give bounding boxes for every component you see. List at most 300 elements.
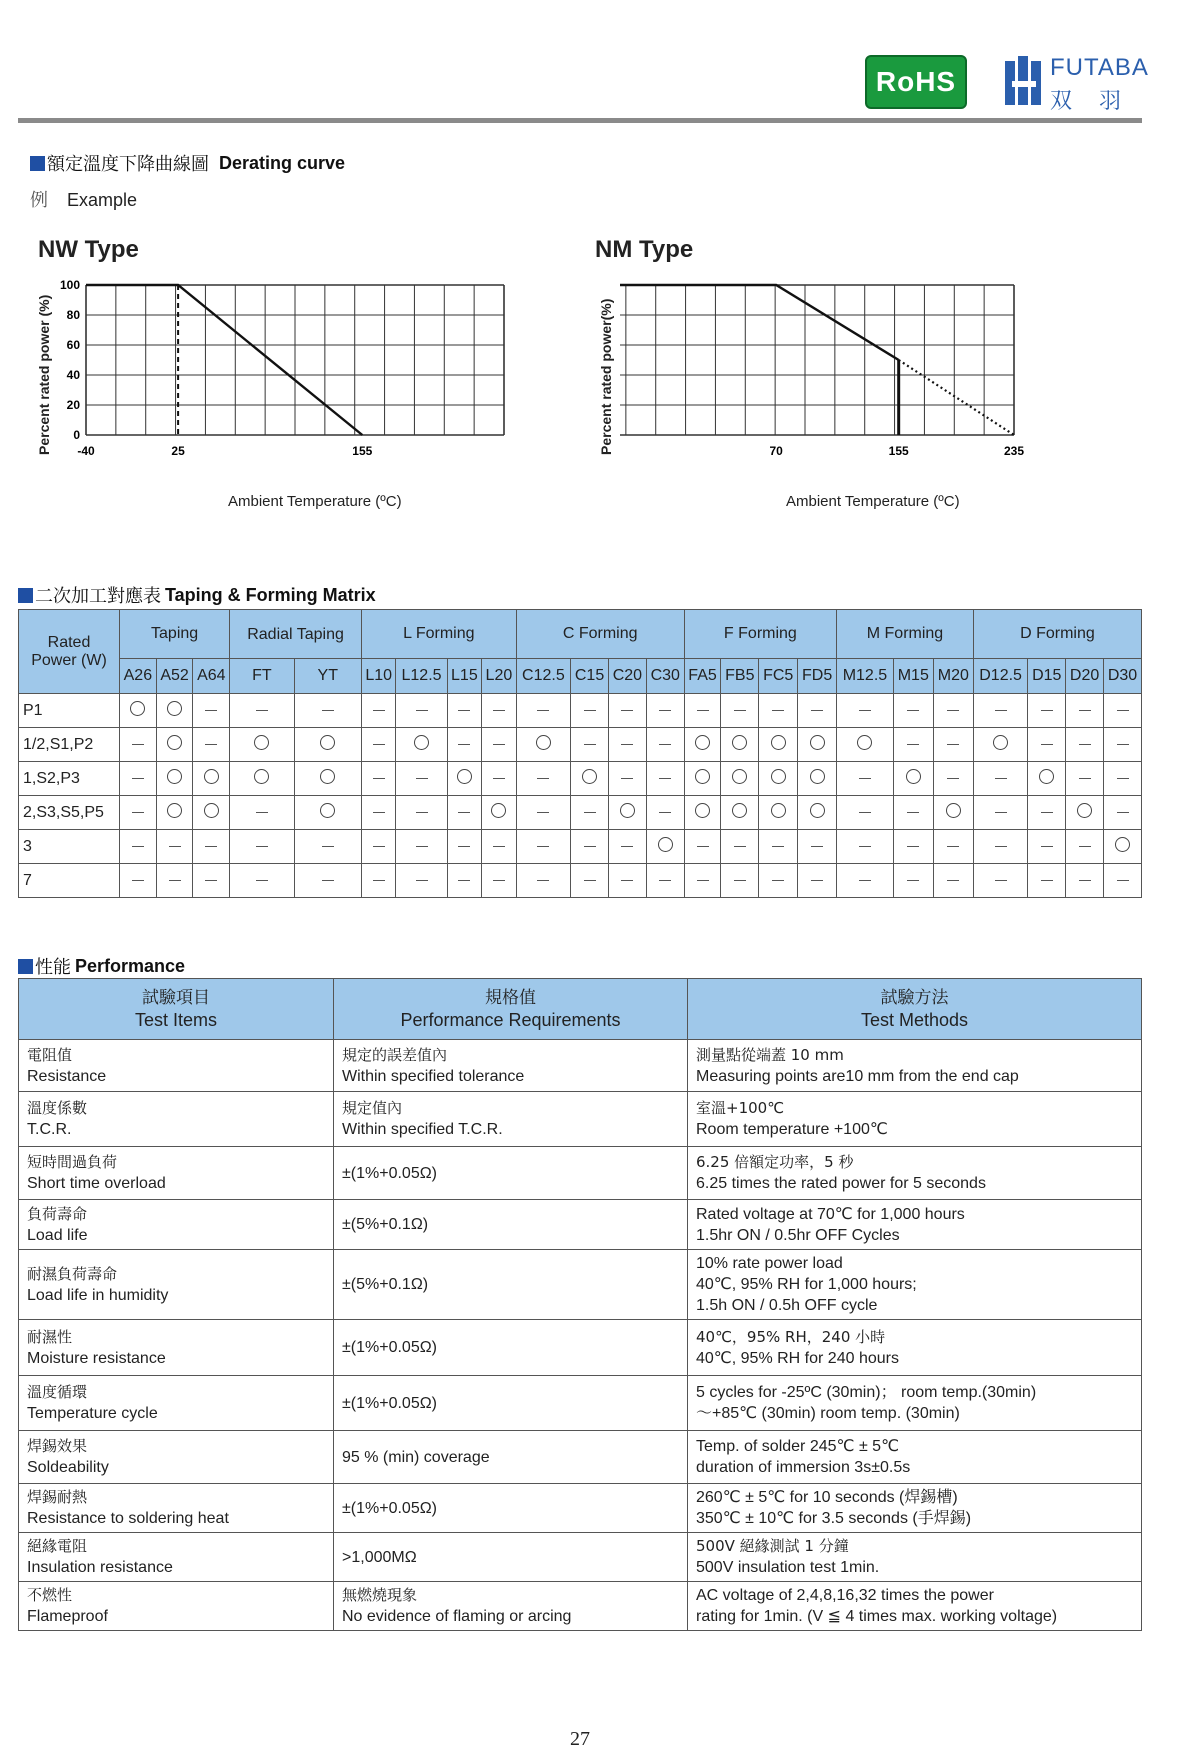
- requirement-cell: [334, 1533, 688, 1582]
- performance-title-cn: 性能: [35, 957, 71, 978]
- requirement-cell: [334, 1320, 688, 1376]
- available-circle-icon: [732, 769, 747, 784]
- method-line: 10% rate power load: [696, 1255, 843, 1272]
- matrix-cell-unavailable: [646, 864, 684, 898]
- not-available-dash-icon: [659, 880, 671, 881]
- matrix-cell-available: [973, 728, 1027, 762]
- test-method-cell: [688, 1533, 1142, 1582]
- matrix-group-header: Radial Taping: [230, 610, 362, 659]
- requirement-cell: [334, 1147, 688, 1200]
- method-line: 500V insulation test 1min.: [696, 1559, 880, 1576]
- matrix-row: [19, 762, 1142, 796]
- matrix-cell-unavailable: [230, 694, 294, 728]
- nw-y-axis-title: Percent rated power (%): [36, 294, 52, 455]
- y-tick-label: 40: [66, 368, 80, 382]
- method-line: 40℃, 95% RH for 240 hours: [696, 1349, 899, 1367]
- not-available-dash-icon: [659, 744, 671, 745]
- matrix-column-header: L12.5: [396, 659, 447, 694]
- test-item-cell: [19, 1147, 334, 1200]
- method-line: 350℃ ± 10℃ for 3.5 seconds (手焊錫): [696, 1510, 972, 1527]
- matrix-cell-unavailable: [837, 830, 894, 864]
- test-item-cn: 短時間過負荷: [27, 1153, 118, 1171]
- not-available-dash-icon: [322, 880, 334, 881]
- matrix-cell-available: [294, 728, 361, 762]
- matrix-cell-available: [684, 796, 721, 830]
- matrix-title-cn: 二次加工對應表: [35, 586, 161, 607]
- matrix-cell-unavailable: [798, 864, 837, 898]
- test-item-cn: 溫度循環: [27, 1383, 88, 1401]
- requirement-line: 95 % (min) coverage: [342, 1448, 490, 1466]
- test-method-cell: [688, 1250, 1142, 1320]
- test-item-cn: 不燃性: [27, 1586, 73, 1604]
- not-available-dash-icon: [256, 710, 268, 711]
- matrix-cell-unavailable: [120, 830, 157, 864]
- rated-power-cell: 2,S3,S5,P5: [19, 796, 120, 830]
- available-circle-icon: [167, 701, 182, 716]
- not-available-dash-icon: [772, 710, 784, 711]
- matrix-column-header: A64: [193, 659, 230, 694]
- matrix-cell-available: [230, 762, 294, 796]
- series-line-extended: [899, 360, 1014, 435]
- matrix-cell-unavailable: [893, 694, 933, 728]
- matrix-cell-available: [721, 796, 759, 830]
- test-item-cell: [19, 1582, 334, 1631]
- available-circle-icon: [771, 803, 786, 818]
- matrix-cell-unavailable: [1028, 830, 1066, 864]
- derating-title-en: Derating curve: [219, 152, 346, 173]
- matrix-cell-available: [759, 796, 798, 830]
- matrix-cell-unavailable: [516, 796, 570, 830]
- rated-power-cell: 3: [19, 830, 120, 864]
- test-item-en: Load life in humidity: [27, 1286, 169, 1304]
- matrix-cell-unavailable: [361, 694, 396, 728]
- matrix-cell-unavailable: [1028, 864, 1066, 898]
- rated-power-header-line2: Power (W): [31, 651, 107, 669]
- not-available-dash-icon: [493, 846, 505, 847]
- matrix-column-header: FD5: [798, 659, 837, 694]
- matrix-column-header: A26: [120, 659, 157, 694]
- not-available-dash-icon: [907, 880, 919, 881]
- not-available-dash-icon: [458, 812, 470, 813]
- not-available-dash-icon: [322, 846, 334, 847]
- matrix-cell-unavailable: [973, 796, 1027, 830]
- available-circle-icon: [906, 769, 921, 784]
- matrix-cell-unavailable: [1104, 694, 1142, 728]
- matrix-cell-available: [684, 728, 721, 762]
- performance-table: [18, 978, 1142, 1631]
- available-circle-icon: [167, 769, 182, 784]
- matrix-cell-unavailable: [193, 864, 230, 898]
- matrix-cell-available: [193, 796, 230, 830]
- available-circle-icon: [810, 769, 825, 784]
- performance-title-en: Performance: [75, 955, 186, 976]
- x-tick-label: 155: [888, 444, 909, 458]
- matrix-cell-unavailable: [1066, 864, 1104, 898]
- available-circle-icon: [204, 803, 219, 818]
- available-circle-icon: [771, 769, 786, 784]
- matrix-cell-unavailable: [837, 864, 894, 898]
- not-available-dash-icon: [584, 710, 596, 711]
- y-tick-label: 80: [66, 308, 80, 322]
- not-available-dash-icon: [416, 710, 428, 711]
- not-available-dash-icon: [416, 846, 428, 847]
- header-cn: 試驗方法: [880, 988, 949, 1008]
- matrix-cell-unavailable: [608, 762, 646, 796]
- matrix-column-header: L20: [482, 659, 517, 694]
- requirement-line: ±(5%+0.1Ω): [342, 1216, 429, 1233]
- matrix-cell-unavailable: [516, 762, 570, 796]
- rated-power-cell: 1,S2,P3: [19, 762, 120, 796]
- performance-row: [19, 1147, 1142, 1200]
- matrix-cell-unavailable: [447, 864, 482, 898]
- available-circle-icon: [810, 803, 825, 818]
- matrix-cell-available: [684, 762, 721, 796]
- available-circle-icon: [810, 735, 825, 750]
- performance-row: [19, 1040, 1142, 1092]
- method-line: Rated voltage at 70℃ for 1,000 hours: [696, 1205, 965, 1223]
- rated-power-cell: 7: [19, 864, 120, 898]
- not-available-dash-icon: [373, 812, 385, 813]
- method-line: 6.25 倍額定功率，5 秒: [696, 1153, 854, 1171]
- matrix-section-title: [18, 582, 376, 608]
- matrix-cell-available: [933, 796, 973, 830]
- matrix-cell-unavailable: [721, 830, 759, 864]
- matrix-cell-available: [294, 762, 361, 796]
- taping-forming-matrix: [18, 609, 1142, 898]
- derating-title-cn: 額定溫度下降曲線圖: [47, 154, 209, 175]
- not-available-dash-icon: [1079, 846, 1091, 847]
- not-available-dash-icon: [859, 812, 871, 813]
- test-item-cn: 電阻值: [27, 1045, 73, 1064]
- matrix-cell-unavailable: [721, 864, 759, 898]
- not-available-dash-icon: [995, 710, 1007, 711]
- nm-derating-chart: [620, 275, 1140, 490]
- not-available-dash-icon: [1041, 880, 1053, 881]
- available-circle-icon: [167, 735, 182, 750]
- available-circle-icon: [254, 735, 269, 750]
- matrix-cell-unavailable: [1028, 728, 1066, 762]
- performance-row: [19, 1200, 1142, 1250]
- test-method-cell: [688, 1484, 1142, 1533]
- header-en: Performance Requirements: [400, 1010, 621, 1030]
- nw-x-axis-title: Ambient Temperature (ºC): [228, 493, 402, 510]
- not-available-dash-icon: [947, 710, 959, 711]
- requirement-line: ±(1%+0.05Ω): [342, 1394, 438, 1412]
- not-available-dash-icon: [132, 778, 144, 779]
- matrix-cell-unavailable: [571, 864, 609, 898]
- matrix-cell-unavailable: [837, 796, 894, 830]
- matrix-column-header: FB5: [721, 659, 759, 694]
- not-available-dash-icon: [205, 846, 217, 847]
- matrix-cell-unavailable: [193, 830, 230, 864]
- not-available-dash-icon: [256, 880, 268, 881]
- matrix-cell-unavailable: [361, 762, 396, 796]
- not-available-dash-icon: [416, 812, 428, 813]
- not-available-dash-icon: [621, 710, 633, 711]
- requirement-cell: [334, 1431, 688, 1484]
- test-item-en: Soldeability: [27, 1459, 109, 1476]
- not-available-dash-icon: [373, 710, 385, 711]
- not-available-dash-icon: [1117, 880, 1129, 881]
- performance-row: [19, 1582, 1142, 1631]
- not-available-dash-icon: [1079, 778, 1091, 779]
- not-available-dash-icon: [458, 846, 470, 847]
- not-available-dash-icon: [373, 744, 385, 745]
- requirement-line: ±(1%+0.05Ω): [342, 1339, 438, 1356]
- test-item-cell: [19, 1376, 334, 1431]
- method-line: Temp. of solder 245℃ ± 5℃: [696, 1438, 900, 1455]
- test-item-cell: [19, 1320, 334, 1376]
- rated-power-cell: P1: [19, 694, 120, 728]
- matrix-cell-unavailable: [1066, 728, 1104, 762]
- matrix-cell-unavailable: [646, 694, 684, 728]
- available-circle-icon: [457, 769, 472, 784]
- matrix-column-header: C20: [608, 659, 646, 694]
- matrix-cell-unavailable: [646, 728, 684, 762]
- available-circle-icon: [732, 735, 747, 750]
- matrix-cell-unavailable: [482, 762, 517, 796]
- matrix-cell-unavailable: [482, 830, 517, 864]
- performance-column-header: [19, 979, 334, 1040]
- section-bullet-icon: [30, 156, 45, 171]
- method-line: 測量點從端蓋 10 mm: [696, 1045, 844, 1064]
- method-line: 500V 絕緣測試 1 分鐘: [696, 1537, 849, 1555]
- matrix-cell-available: [798, 728, 837, 762]
- performance-header-row: [19, 979, 1142, 1040]
- matrix-cell-unavailable: [684, 864, 721, 898]
- not-available-dash-icon: [659, 778, 671, 779]
- method-line: 40℃，95% RH，240 小時: [696, 1327, 886, 1346]
- not-available-dash-icon: [947, 880, 959, 881]
- matrix-cell-unavailable: [361, 796, 396, 830]
- y-tick-label: 60: [66, 338, 80, 352]
- available-circle-icon: [695, 769, 710, 784]
- available-circle-icon: [1115, 837, 1130, 852]
- x-tick-label: 70: [769, 444, 783, 458]
- test-item-cn: 負荷壽命: [27, 1204, 88, 1223]
- matrix-column-header: C12.5: [516, 659, 570, 694]
- not-available-dash-icon: [537, 846, 549, 847]
- requirement-line: ±(1%+0.05Ω): [342, 1499, 438, 1517]
- matrix-cell-unavailable: [230, 796, 294, 830]
- x-tick-label: 155: [352, 444, 373, 458]
- performance-row: [19, 1250, 1142, 1320]
- requirement-line: ±(1%+0.05Ω): [342, 1164, 438, 1182]
- matrix-cell-unavailable: [571, 728, 609, 762]
- matrix-cell-unavailable: [1066, 762, 1104, 796]
- requirement-cell: [334, 1582, 688, 1631]
- matrix-cell-unavailable: [482, 728, 517, 762]
- not-available-dash-icon: [907, 812, 919, 813]
- available-circle-icon: [414, 735, 429, 750]
- not-available-dash-icon: [493, 880, 505, 881]
- not-available-dash-icon: [1117, 778, 1129, 779]
- matrix-column-header: L15: [447, 659, 482, 694]
- matrix-cell-unavailable: [396, 830, 447, 864]
- matrix-cell-unavailable: [608, 728, 646, 762]
- matrix-group-header: C Forming: [516, 610, 684, 659]
- matrix-cell-unavailable: [571, 694, 609, 728]
- matrix-cell-unavailable: [447, 694, 482, 728]
- matrix-cell-unavailable: [759, 694, 798, 728]
- performance-column-header: [334, 979, 688, 1040]
- matrix-cell-available: [120, 694, 157, 728]
- matrix-cell-available: [759, 762, 798, 796]
- available-circle-icon: [204, 769, 219, 784]
- available-circle-icon: [695, 803, 710, 818]
- method-line: AC voltage of 2,4,8,16,32 times the power: [696, 1587, 994, 1604]
- performance-column-header: [688, 979, 1142, 1040]
- matrix-cell-available: [798, 796, 837, 830]
- matrix-cell-unavailable: [933, 762, 973, 796]
- y-tick-label: 20: [66, 398, 80, 412]
- matrix-cell-available: [156, 694, 193, 728]
- requirement-line: Within specified T.C.R.: [342, 1121, 503, 1138]
- not-available-dash-icon: [537, 812, 549, 813]
- matrix-cell-unavailable: [646, 762, 684, 796]
- not-available-dash-icon: [859, 880, 871, 881]
- available-circle-icon: [320, 803, 335, 818]
- matrix-cell-unavailable: [396, 796, 447, 830]
- not-available-dash-icon: [1041, 710, 1053, 711]
- not-available-dash-icon: [947, 744, 959, 745]
- matrix-cell-unavailable: [120, 762, 157, 796]
- matrix-cell-unavailable: [120, 728, 157, 762]
- section-bullet-icon: [18, 959, 33, 974]
- requirement-cell: [334, 1484, 688, 1533]
- rated-power-cell: 1/2,S1,P2: [19, 728, 120, 762]
- matrix-cell-unavailable: [1104, 796, 1142, 830]
- method-line: duration of immersion 3s±0.5s: [696, 1459, 911, 1476]
- matrix-cell-unavailable: [1066, 830, 1104, 864]
- test-method-cell: [688, 1200, 1142, 1250]
- nm-chart-title: NM Type: [595, 236, 694, 263]
- requirement-cell: [334, 1200, 688, 1250]
- y-tick-label: 100: [60, 278, 80, 292]
- not-available-dash-icon: [772, 880, 784, 881]
- test-item-cell: [19, 1533, 334, 1582]
- not-available-dash-icon: [1079, 710, 1091, 711]
- available-circle-icon: [857, 735, 872, 750]
- not-available-dash-icon: [907, 846, 919, 847]
- not-available-dash-icon: [584, 880, 596, 881]
- matrix-cell-unavailable: [1028, 694, 1066, 728]
- matrix-cell-unavailable: [973, 830, 1027, 864]
- matrix-cell-unavailable: [973, 762, 1027, 796]
- matrix-row: [19, 830, 1142, 864]
- test-item-en: Flameproof: [27, 1608, 108, 1625]
- not-available-dash-icon: [458, 710, 470, 711]
- rated-power-header-line1: Rated: [47, 633, 91, 651]
- not-available-dash-icon: [416, 778, 428, 779]
- nw-chart-title: NW Type: [38, 236, 139, 263]
- matrix-cell-unavailable: [837, 694, 894, 728]
- not-available-dash-icon: [256, 812, 268, 813]
- matrix-cell-unavailable: [482, 694, 517, 728]
- not-available-dash-icon: [132, 880, 144, 881]
- available-circle-icon: [582, 769, 597, 784]
- available-circle-icon: [320, 735, 335, 750]
- series-line-derating: [620, 285, 899, 360]
- not-available-dash-icon: [995, 778, 1007, 779]
- derating-section-title: [30, 150, 345, 176]
- matrix-cell-available: [721, 762, 759, 796]
- matrix-cell-unavailable: [759, 830, 798, 864]
- matrix-cell-available: [1066, 796, 1104, 830]
- matrix-cell-unavailable: [396, 762, 447, 796]
- method-line: Room temperature +100℃: [696, 1121, 888, 1138]
- matrix-cell-unavailable: [798, 694, 837, 728]
- matrix-column-header-row: [19, 659, 1142, 694]
- matrix-cell-unavailable: [447, 830, 482, 864]
- matrix-cell-unavailable: [361, 864, 396, 898]
- matrix-cell-unavailable: [447, 796, 482, 830]
- test-item-cell: [19, 1200, 334, 1250]
- matrix-column-header: A52: [156, 659, 193, 694]
- performance-row: [19, 1484, 1142, 1533]
- matrix-cell-unavailable: [516, 864, 570, 898]
- matrix-cell-unavailable: [893, 864, 933, 898]
- matrix-group-header-row: [19, 610, 1142, 659]
- test-method-cell: [688, 1376, 1142, 1431]
- matrix-cell-unavailable: [396, 694, 447, 728]
- not-available-dash-icon: [493, 744, 505, 745]
- not-available-dash-icon: [132, 744, 144, 745]
- page-number: 27: [570, 1728, 590, 1750]
- method-line: 1.5hr ON / 0.5hr OFF Cycles: [696, 1226, 900, 1244]
- nm-x-axis-title: Ambient Temperature (ºC): [786, 493, 960, 510]
- not-available-dash-icon: [621, 744, 633, 745]
- test-item-en: Load life: [27, 1226, 88, 1244]
- matrix-cell-unavailable: [684, 830, 721, 864]
- rohs-logo: RoHS: [865, 55, 967, 109]
- not-available-dash-icon: [458, 880, 470, 881]
- not-available-dash-icon: [859, 710, 871, 711]
- matrix-cell-unavailable: [646, 796, 684, 830]
- method-line: ～+85℃ (30min) room temp. (30min): [696, 1405, 960, 1422]
- not-available-dash-icon: [322, 710, 334, 711]
- matrix-group-header: M Forming: [837, 610, 974, 659]
- test-item-cell: [19, 1040, 334, 1092]
- x-tick-label: 25: [171, 444, 185, 458]
- matrix-column-header: M12.5: [837, 659, 894, 694]
- performance-row: [19, 1533, 1142, 1582]
- test-item-en: Short time overload: [27, 1175, 166, 1192]
- not-available-dash-icon: [169, 846, 181, 847]
- header-en: Test Methods: [860, 1010, 969, 1030]
- matrix-column-header: D20: [1066, 659, 1104, 694]
- performance-row: [19, 1431, 1142, 1484]
- available-circle-icon: [658, 837, 673, 852]
- matrix-column-header: C30: [646, 659, 684, 694]
- matrix-cell-unavailable: [837, 762, 894, 796]
- matrix-row: [19, 694, 1142, 728]
- test-item-cell: [19, 1250, 334, 1320]
- test-item-cell: [19, 1431, 334, 1484]
- test-item-cn: 焊錫效果: [27, 1437, 88, 1455]
- nm-y-axis-title: Percent rated power(%): [598, 298, 614, 455]
- matrix-cell-available: [156, 796, 193, 830]
- matrix-column-header: C15: [571, 659, 609, 694]
- section-bullet-icon: [18, 588, 33, 603]
- not-available-dash-icon: [734, 710, 746, 711]
- matrix-cell-unavailable: [608, 694, 646, 728]
- matrix-cell-unavailable: [156, 864, 193, 898]
- matrix-title-en: Taping & Forming Matrix: [165, 584, 376, 605]
- matrix-cell-available: [571, 762, 609, 796]
- matrix-cell-unavailable: [798, 830, 837, 864]
- matrix-cell-available: [156, 728, 193, 762]
